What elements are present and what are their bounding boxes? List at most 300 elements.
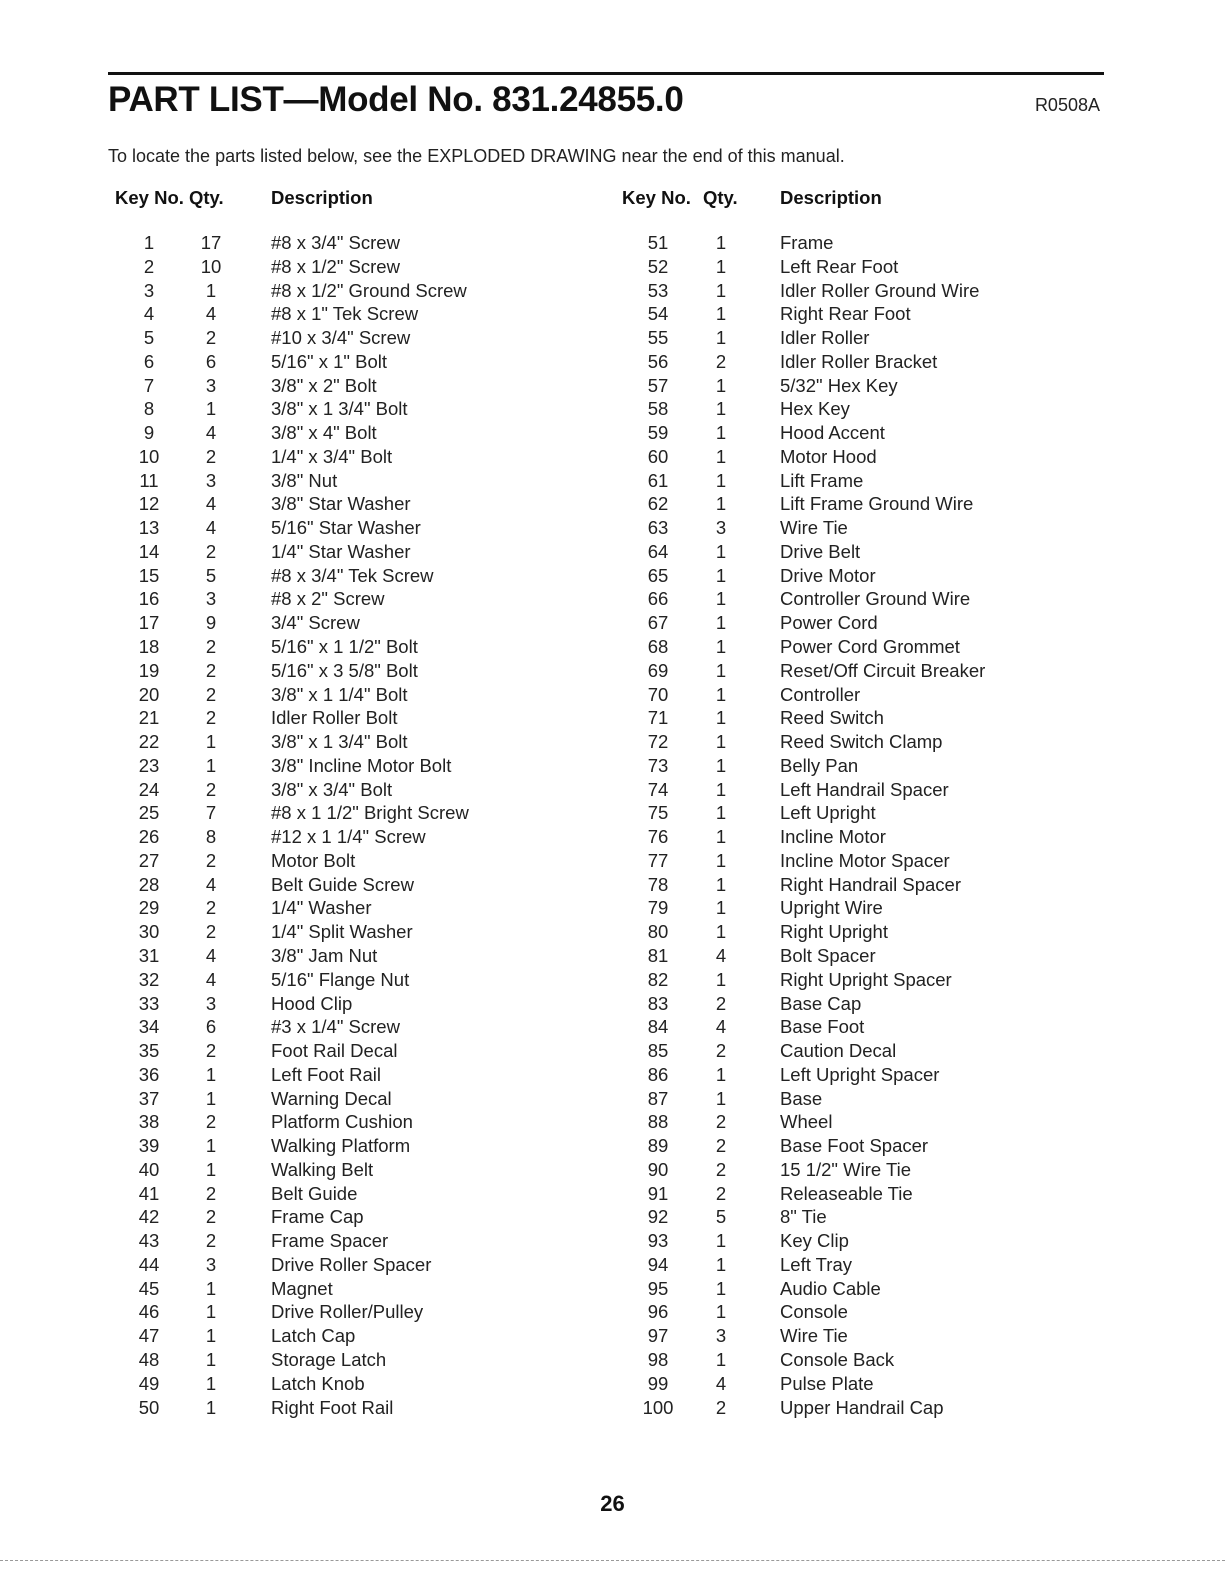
part-description: 3/8" Nut [271, 469, 338, 491]
part-quantity: 4 [205, 303, 217, 325]
part-key-number: 74 [647, 778, 669, 800]
part-key-number: 8 [143, 398, 155, 420]
part-key-number: 81 [647, 944, 669, 966]
part-key-number: 16 [138, 588, 160, 610]
part-key-number: 17 [138, 612, 160, 634]
part-description: Warning Decal [271, 1087, 392, 1109]
part-description: Idler Roller Ground Wire [780, 279, 980, 301]
part-key-number: 64 [647, 540, 669, 562]
part-quantity: 17 [200, 232, 222, 253]
part-description: Upright Wire [780, 897, 883, 919]
part-quantity: 1 [715, 921, 727, 943]
part-quantity: 2 [715, 1158, 727, 1180]
part-key-number: 66 [647, 588, 669, 610]
part-quantity: 5 [715, 1206, 727, 1228]
part-key-number: 15 [138, 564, 160, 586]
part-description: Lift Frame Ground Wire [780, 493, 974, 515]
part-key-number: 10 [138, 445, 160, 467]
part-quantity: 2 [205, 540, 217, 562]
part-description: #8 x 1/2" Ground Screw [271, 279, 467, 301]
part-key-number: 31 [138, 944, 160, 966]
part-quantity: 2 [205, 1111, 217, 1133]
part-key-number: 28 [138, 873, 160, 895]
part-quantity: 1 [715, 327, 727, 349]
part-key-number: 50 [138, 1396, 160, 1418]
part-description: 3/8" Star Washer [271, 493, 411, 515]
part-quantity: 3 [715, 1325, 727, 1347]
part-key-number: 73 [647, 754, 669, 776]
part-quantity: 1 [715, 636, 727, 658]
part-description: Frame [780, 232, 834, 253]
part-quantity: 1 [715, 968, 727, 990]
part-description: Drive Roller Spacer [271, 1253, 432, 1275]
part-quantity: 1 [715, 707, 727, 729]
part-key-number: 9 [143, 422, 155, 444]
part-quantity: 1 [715, 469, 727, 491]
part-quantity: 2 [205, 1206, 217, 1228]
part-description: Controller Ground Wire [780, 588, 971, 610]
header-qty-left: Qty. [189, 187, 224, 208]
part-key-number: 26 [138, 826, 160, 848]
part-key-number: 57 [647, 374, 669, 396]
part-key-number: 1 [143, 232, 155, 253]
part-quantity: 2 [715, 350, 727, 372]
part-key-number: 60 [647, 445, 669, 467]
document-code: R0508A [1034, 95, 1100, 115]
part-quantity: 3 [205, 469, 217, 491]
part-description: 3/8" x 1 3/4" Bolt [271, 398, 408, 420]
part-description: Idler Roller Bolt [271, 707, 398, 729]
part-quantity: 2 [205, 445, 217, 467]
part-description: Lift Frame [780, 469, 864, 491]
part-key-number: 88 [647, 1111, 669, 1133]
part-quantity: 1 [715, 897, 727, 919]
part-key-number: 2 [143, 255, 155, 277]
part-description: Left Upright [780, 802, 876, 824]
part-quantity: 1 [715, 754, 727, 776]
part-description: Walking Platform [271, 1135, 411, 1157]
part-description: #8 x 3/4" Tek Screw [271, 564, 434, 586]
part-description: #3 x 1/4" Screw [271, 1016, 400, 1038]
header-description-right: Description [780, 187, 882, 208]
title-rule [108, 72, 1104, 75]
part-description: Base Cap [780, 992, 862, 1014]
part-quantity: 1 [205, 754, 217, 776]
part-quantity: 4 [205, 517, 217, 539]
part-key-number: 49 [138, 1372, 160, 1394]
part-key-number: 14 [138, 540, 160, 562]
header-qty-right: Qty. [703, 187, 738, 208]
part-quantity: 2 [205, 849, 217, 871]
part-key-number: 52 [647, 255, 669, 277]
part-quantity: 2 [205, 659, 217, 681]
part-quantity: 2 [715, 1396, 727, 1418]
part-description: 3/8" x 2" Bolt [271, 374, 377, 396]
part-key-number: 41 [138, 1182, 160, 1204]
part-quantity: 2 [205, 707, 217, 729]
part-quantity: 1 [205, 1348, 217, 1370]
part-description: Frame Cap [271, 1206, 364, 1228]
part-key-number: 58 [647, 398, 669, 420]
part-description: Right Upright Spacer [780, 968, 952, 990]
part-key-number: 76 [647, 826, 669, 848]
part-description: 3/8" x 3/4" Bolt [271, 778, 393, 800]
part-description: 15 1/2" Wire Tie [780, 1158, 911, 1180]
part-description: Incline Motor [780, 826, 886, 848]
part-key-number: 97 [647, 1325, 669, 1347]
part-description: 1/4" Washer [271, 897, 372, 919]
part-quantity: 2 [715, 1111, 727, 1133]
part-quantity: 1 [715, 398, 727, 420]
part-quantity: 1 [205, 1372, 217, 1394]
part-description: Bolt Spacer [780, 944, 876, 966]
part-key-number: 98 [647, 1348, 669, 1370]
part-key-number: 35 [138, 1040, 160, 1062]
part-quantity: 1 [205, 1087, 217, 1109]
part-description: Hood Clip [271, 992, 353, 1014]
part-description: #12 x 1 1/4" Screw [271, 826, 426, 848]
part-key-number: 38 [138, 1111, 160, 1133]
part-quantity: 1 [715, 374, 727, 396]
part-quantity: 2 [205, 327, 217, 349]
part-description: Reset/Off Circuit Breaker [780, 659, 986, 681]
part-quantity: 1 [205, 1158, 217, 1180]
part-key-number: 18 [138, 636, 160, 658]
part-quantity: 1 [715, 303, 727, 325]
part-description: 3/4" Screw [271, 612, 360, 634]
part-description: 5/16" Star Washer [271, 517, 421, 539]
part-description: Right Rear Foot [780, 303, 911, 325]
part-key-number: 22 [138, 731, 160, 753]
part-key-number: 99 [647, 1372, 669, 1394]
part-quantity: 1 [205, 731, 217, 753]
part-description: Storage Latch [271, 1348, 387, 1370]
part-description: Latch Knob [271, 1372, 365, 1394]
part-quantity: 1 [715, 612, 727, 634]
part-key-number: 33 [138, 992, 160, 1014]
part-description: Latch Cap [271, 1325, 356, 1347]
part-quantity: 1 [715, 588, 727, 610]
part-key-number: 55 [647, 327, 669, 349]
part-key-number: 65 [647, 564, 669, 586]
part-key-number: 48 [138, 1348, 160, 1370]
part-quantity: 8 [205, 826, 217, 848]
part-quantity: 2 [715, 992, 727, 1014]
part-key-number: 27 [138, 849, 160, 871]
part-description: Wheel [780, 1111, 833, 1133]
part-description: 5/16" Flange Nut [271, 968, 410, 990]
part-key-number: 67 [647, 612, 669, 634]
part-quantity: 1 [715, 1230, 727, 1252]
part-description: Wire Tie [780, 517, 848, 539]
part-quantity: 10 [200, 255, 222, 277]
part-quantity: 1 [715, 445, 727, 467]
part-key-number: 80 [647, 921, 669, 943]
part-key-number: 77 [647, 849, 669, 871]
part-key-number: 56 [647, 350, 669, 372]
part-description: Belly Pan [780, 754, 859, 776]
part-quantity: 4 [205, 493, 217, 515]
part-quantity: 2 [205, 683, 217, 705]
part-description: #8 x 1" Tek Screw [271, 303, 419, 325]
part-key-number: 95 [647, 1277, 669, 1299]
part-key-number: 40 [138, 1158, 160, 1180]
part-quantity: 2 [715, 1182, 727, 1204]
part-key-number: 96 [647, 1301, 669, 1323]
part-description: Left Handrail Spacer [780, 778, 949, 800]
part-key-number: 100 [642, 1396, 674, 1418]
part-key-number: 34 [138, 1016, 160, 1038]
part-description: Frame Spacer [271, 1230, 389, 1252]
part-key-number: 71 [647, 707, 669, 729]
header-key-left: Key No. [115, 187, 184, 208]
part-key-number: 68 [647, 636, 669, 658]
part-key-number: 83 [647, 992, 669, 1014]
part-quantity: 4 [205, 422, 217, 444]
part-quantity: 6 [205, 1016, 217, 1038]
part-description: 3/8" Incline Motor Bolt [271, 754, 452, 776]
part-description: Foot Rail Decal [271, 1040, 398, 1062]
part-key-number: 42 [138, 1206, 160, 1228]
part-description: Wire Tie [780, 1325, 848, 1347]
part-quantity: 3 [205, 992, 217, 1014]
part-description: Right Foot Rail [271, 1396, 394, 1418]
part-key-number: 32 [138, 968, 160, 990]
part-quantity: 1 [715, 802, 727, 824]
part-key-number: 23 [138, 754, 160, 776]
part-quantity: 1 [715, 1253, 727, 1275]
part-key-number: 78 [647, 873, 669, 895]
part-description: Caution Decal [780, 1040, 897, 1062]
part-description: #8 x 2" Screw [271, 588, 385, 610]
part-description: 5/16" x 3 5/8" Bolt [271, 659, 418, 681]
part-description: Right Upright [780, 921, 888, 943]
part-quantity: 4 [205, 873, 217, 895]
part-description: Console Back [780, 1348, 895, 1370]
part-quantity: 1 [715, 540, 727, 562]
part-description: Power Cord Grommet [780, 636, 960, 658]
part-description: #10 x 3/4" Screw [271, 327, 411, 349]
part-quantity: 1 [715, 279, 727, 301]
header-description-left: Description [271, 187, 373, 208]
part-key-number: 30 [138, 921, 160, 943]
part-description: Left Rear Foot [780, 255, 899, 277]
part-description: Idler Roller [780, 327, 870, 349]
part-key-number: 44 [138, 1253, 160, 1275]
part-quantity: 1 [715, 493, 727, 515]
part-key-number: 87 [647, 1087, 669, 1109]
part-quantity: 1 [715, 683, 727, 705]
part-description: Incline Motor Spacer [780, 849, 950, 871]
part-description: 5/32" Hex Key [780, 374, 898, 396]
part-key-number: 7 [143, 374, 155, 396]
part-quantity: 2 [205, 897, 217, 919]
part-quantity: 2 [205, 636, 217, 658]
part-key-number: 89 [647, 1135, 669, 1157]
part-description: Left Upright Spacer [780, 1063, 940, 1085]
part-quantity: 1 [715, 826, 727, 848]
part-key-number: 37 [138, 1087, 160, 1109]
part-quantity: 1 [205, 398, 217, 420]
part-key-number: 93 [647, 1230, 669, 1252]
part-quantity: 7 [205, 802, 217, 824]
part-key-number: 86 [647, 1063, 669, 1085]
part-quantity: 1 [715, 873, 727, 895]
part-quantity: 1 [205, 1301, 217, 1323]
part-description: Controller [780, 683, 861, 705]
bottom-divider [0, 1560, 1225, 1561]
part-quantity: 1 [205, 1063, 217, 1085]
part-key-number: 69 [647, 659, 669, 681]
part-quantity: 1 [205, 1325, 217, 1347]
part-description: Left Tray [780, 1253, 852, 1275]
part-description: #8 x 3/4" Screw [271, 232, 400, 253]
part-quantity: 2 [205, 1040, 217, 1062]
part-key-number: 94 [647, 1253, 669, 1275]
part-key-number: 46 [138, 1301, 160, 1323]
part-quantity: 1 [715, 422, 727, 444]
part-key-number: 70 [647, 683, 669, 705]
part-key-number: 45 [138, 1277, 160, 1299]
part-key-number: 21 [138, 707, 160, 729]
part-description: Base [780, 1087, 823, 1109]
page-number: 26 [600, 1491, 625, 1516]
part-quantity: 2 [205, 921, 217, 943]
part-quantity: 1 [715, 1063, 727, 1085]
part-quantity: 3 [205, 374, 217, 396]
part-description: Base Foot [780, 1016, 865, 1038]
part-key-number: 51 [647, 232, 669, 253]
part-quantity: 1 [715, 1277, 727, 1299]
part-key-number: 4 [143, 303, 155, 325]
part-description: 3/8" Jam Nut [271, 944, 378, 966]
part-key-number: 5 [143, 327, 155, 349]
part-quantity: 2 [715, 1040, 727, 1062]
part-description: Upper Handrail Cap [780, 1396, 944, 1418]
part-description: Releaseable Tie [780, 1182, 913, 1204]
part-key-number: 90 [647, 1158, 669, 1180]
part-quantity: 2 [715, 1135, 727, 1157]
part-description: Pulse Plate [780, 1372, 874, 1394]
part-key-number: 12 [138, 493, 160, 515]
part-description: Drive Belt [780, 540, 861, 562]
part-quantity: 1 [205, 279, 217, 301]
part-quantity: 1 [205, 1135, 217, 1157]
part-key-number: 54 [647, 303, 669, 325]
part-description: Platform Cushion [271, 1111, 413, 1133]
part-quantity: 4 [715, 1016, 727, 1038]
part-description: Belt Guide [271, 1182, 358, 1204]
part-quantity: 1 [715, 564, 727, 586]
part-quantity: 1 [715, 255, 727, 277]
part-description: Console [780, 1301, 848, 1323]
part-key-number: 85 [647, 1040, 669, 1062]
part-quantity: 1 [715, 1301, 727, 1323]
part-description: 3/8" x 1 3/4" Bolt [271, 731, 408, 753]
part-quantity: 4 [715, 1372, 727, 1394]
part-key-number: 20 [138, 683, 160, 705]
part-description: Reed Switch [780, 707, 884, 729]
part-key-number: 79 [647, 897, 669, 919]
header-key-right: Key No. [622, 187, 691, 208]
part-description: Belt Guide Screw [271, 873, 414, 895]
part-key-number: 43 [138, 1230, 160, 1252]
part-quantity: 1 [715, 731, 727, 753]
part-key-number: 59 [647, 422, 669, 444]
part-quantity: 3 [715, 517, 727, 539]
part-description: Key Clip [780, 1230, 849, 1252]
part-description: 5/16" x 1" Bolt [271, 350, 387, 372]
part-description: Left Foot Rail [271, 1063, 382, 1085]
part-key-number: 6 [143, 350, 155, 372]
part-description: Magnet [271, 1277, 333, 1299]
part-quantity: 1 [715, 659, 727, 681]
part-quantity: 1 [205, 1277, 217, 1299]
part-description: 3/8" x 4" Bolt [271, 422, 377, 444]
part-key-number: 36 [138, 1063, 160, 1085]
part-key-number: 11 [139, 469, 159, 491]
part-quantity: 6 [205, 350, 217, 372]
part-quantity: 3 [205, 588, 217, 610]
part-key-number: 62 [647, 493, 669, 515]
part-description: 5/16" x 1 1/2" Bolt [271, 636, 418, 658]
part-key-number: 13 [138, 517, 160, 539]
part-quantity: 4 [205, 968, 217, 990]
part-quantity: 4 [205, 944, 217, 966]
part-quantity: 1 [715, 232, 727, 253]
part-description: Hood Accent [780, 422, 885, 444]
part-quantity: 1 [715, 778, 727, 800]
part-key-number: 91 [647, 1182, 669, 1204]
part-description: Walking Belt [271, 1158, 374, 1180]
part-key-number: 47 [138, 1325, 160, 1347]
part-key-number: 92 [647, 1206, 669, 1228]
part-description: Motor Hood [780, 445, 877, 467]
part-description: 1/4" Star Washer [271, 540, 411, 562]
part-description: 1/4" Split Washer [271, 921, 413, 943]
part-description: Power Cord [780, 612, 878, 634]
part-description: 1/4" x 3/4" Bolt [271, 445, 393, 467]
part-quantity: 5 [205, 564, 217, 586]
intro-text: To locate the parts listed below, see the EXPLODED DRAWING near the end of this manual. [108, 146, 845, 166]
part-description: 3/8" x 1 1/4" Bolt [271, 683, 408, 705]
part-description: Right Handrail Spacer [780, 873, 961, 895]
part-description: 8" Tie [780, 1206, 827, 1228]
part-key-number: 75 [647, 802, 669, 824]
part-quantity: 2 [205, 778, 217, 800]
part-description: Reed Switch Clamp [780, 731, 943, 753]
part-description: Motor Bolt [271, 849, 356, 871]
part-description: #8 x 1 1/2" Bright Screw [271, 802, 469, 824]
part-description: #8 x 1/2" Screw [271, 255, 400, 277]
part-key-number: 29 [138, 897, 160, 919]
part-key-number: 39 [138, 1135, 160, 1157]
part-quantity: 4 [715, 944, 727, 966]
part-description: Idler Roller Bracket [780, 350, 938, 372]
part-description: Drive Roller/Pulley [271, 1301, 424, 1323]
part-quantity: 1 [715, 1348, 727, 1370]
part-key-number: 82 [647, 968, 669, 990]
part-key-number: 63 [647, 517, 669, 539]
part-key-number: 25 [138, 802, 160, 824]
part-key-number: 84 [647, 1016, 669, 1038]
part-quantity: 1 [715, 1087, 727, 1109]
part-quantity: 1 [205, 1396, 217, 1418]
part-key-number: 3 [143, 279, 155, 301]
page-title: PART LIST—Model No. 831.24855.0 [108, 80, 684, 119]
part-key-number: 72 [647, 731, 669, 753]
part-key-number: 53 [647, 279, 669, 301]
